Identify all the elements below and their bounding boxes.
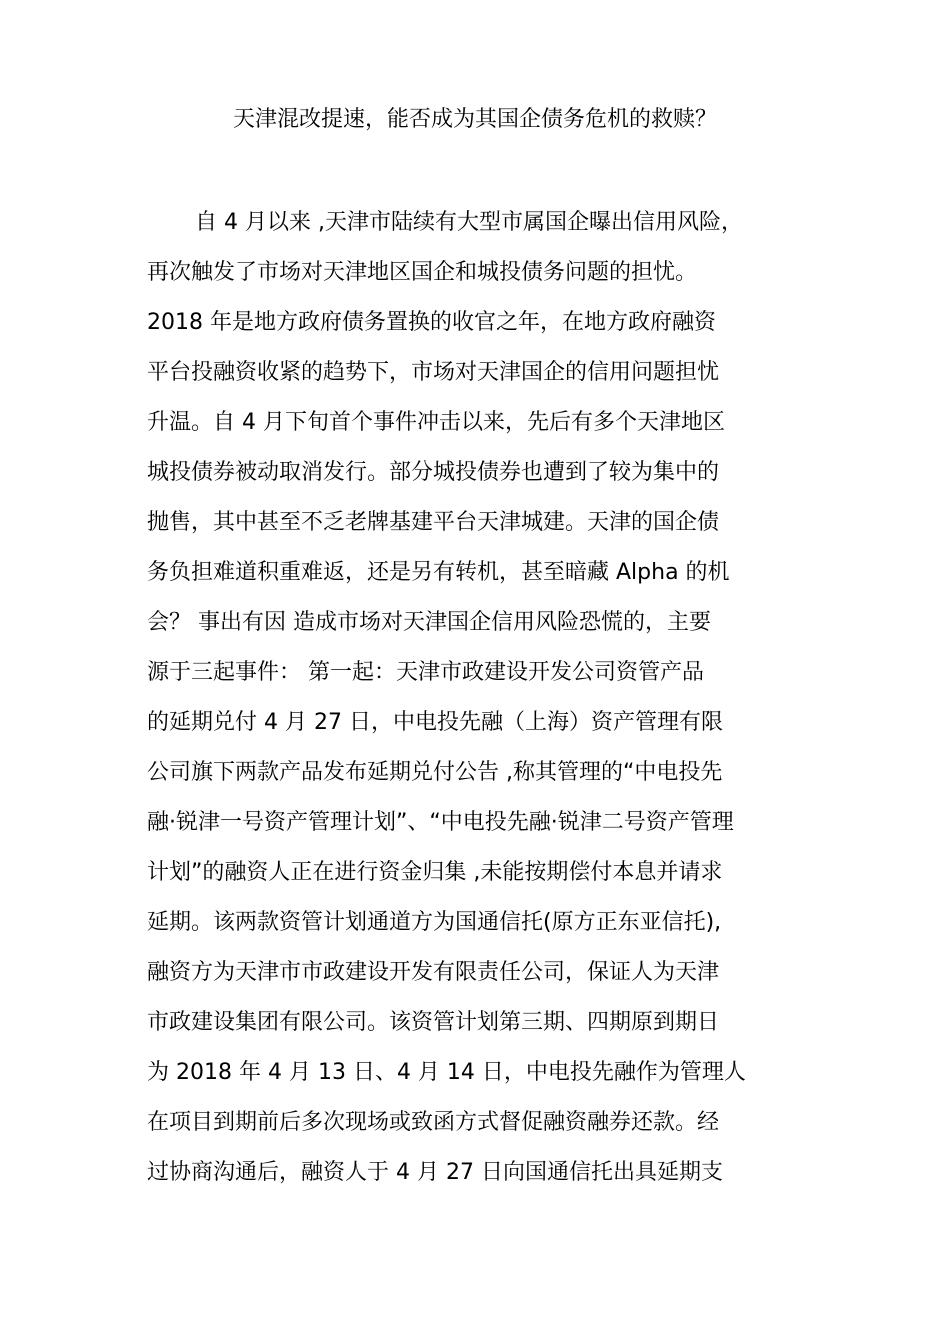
body-line: 自 4 月以来 ,天津市陆续有大型市属国企曝出信用风险， bbox=[195, 210, 743, 235]
body-line: 在项目到期前后多次现场或致函方式督促融资融券还款。经 bbox=[147, 1110, 720, 1135]
body-line: 城投债券被动取消发行。部分城投债券也遭到了较为集中的 bbox=[147, 460, 720, 485]
body-line: 务负担难道积重难返，还是另有转机，甚至暗藏 Alpha 的机 bbox=[147, 560, 730, 585]
document-title: 天津混改提速，能否成为其国企债务危机的救赎？ bbox=[232, 107, 717, 132]
body-line: 2018 年是地方政府债务置换的收官之年，在地方政府融资 bbox=[147, 310, 716, 335]
body-line: 源于三起事件： 第一起：天津市政建设开发公司资管产品 bbox=[147, 660, 704, 685]
body-line: 会？ 事出有因 造成市场对天津国企信用风险恐慌的，主要 bbox=[147, 610, 711, 635]
body-line: 延期。该两款资管计划通道方为国通信托(原方正东亚信托), bbox=[147, 910, 722, 935]
body-line: 再次触发了市场对天津地区国企和城投债务问题的担忧。 bbox=[147, 260, 698, 285]
body-line: 融·锐津一号资产管理计划”、“中电投先融·锐津二号资产管理 bbox=[147, 810, 734, 835]
body-line: 抛售，其中甚至不乏老牌基建平台天津城建。天津的国企债 bbox=[147, 510, 720, 535]
document-body bbox=[147, 198, 827, 1198]
body-line: 融资方为天津市市政建设开发有限责任公司，保证人为天津 bbox=[147, 960, 720, 985]
body-line: 的延期兑付 4 月 27 日，中电投先融（上海）资产管理有限 bbox=[147, 710, 723, 735]
body-line: 市政建设集团有限公司。该资管计划第三期、四期原到期日 bbox=[147, 1010, 720, 1035]
body-line: 为 2018 年 4 月 13 日、4 月 14 日，中电投先融作为管理人 bbox=[147, 1060, 746, 1085]
body-line: 升温。自 4 月下旬首个事件冲击以来，先后有多个天津地区 bbox=[147, 410, 725, 435]
body-line: 过协商沟通后，融资人于 4 月 27 日向国通信托出具延期支 bbox=[147, 1160, 723, 1185]
body-line: 公司旗下两款产品发布延期兑付公告 ,称其管理的“中电投先 bbox=[147, 760, 723, 785]
body-line: 平台投融资收紧的趋势下，市场对天津国企的信用问题担忧 bbox=[147, 360, 720, 385]
body-line: 计划”的融资人正在进行资金归集 ,未能按期偿付本息并请求 bbox=[147, 860, 723, 885]
